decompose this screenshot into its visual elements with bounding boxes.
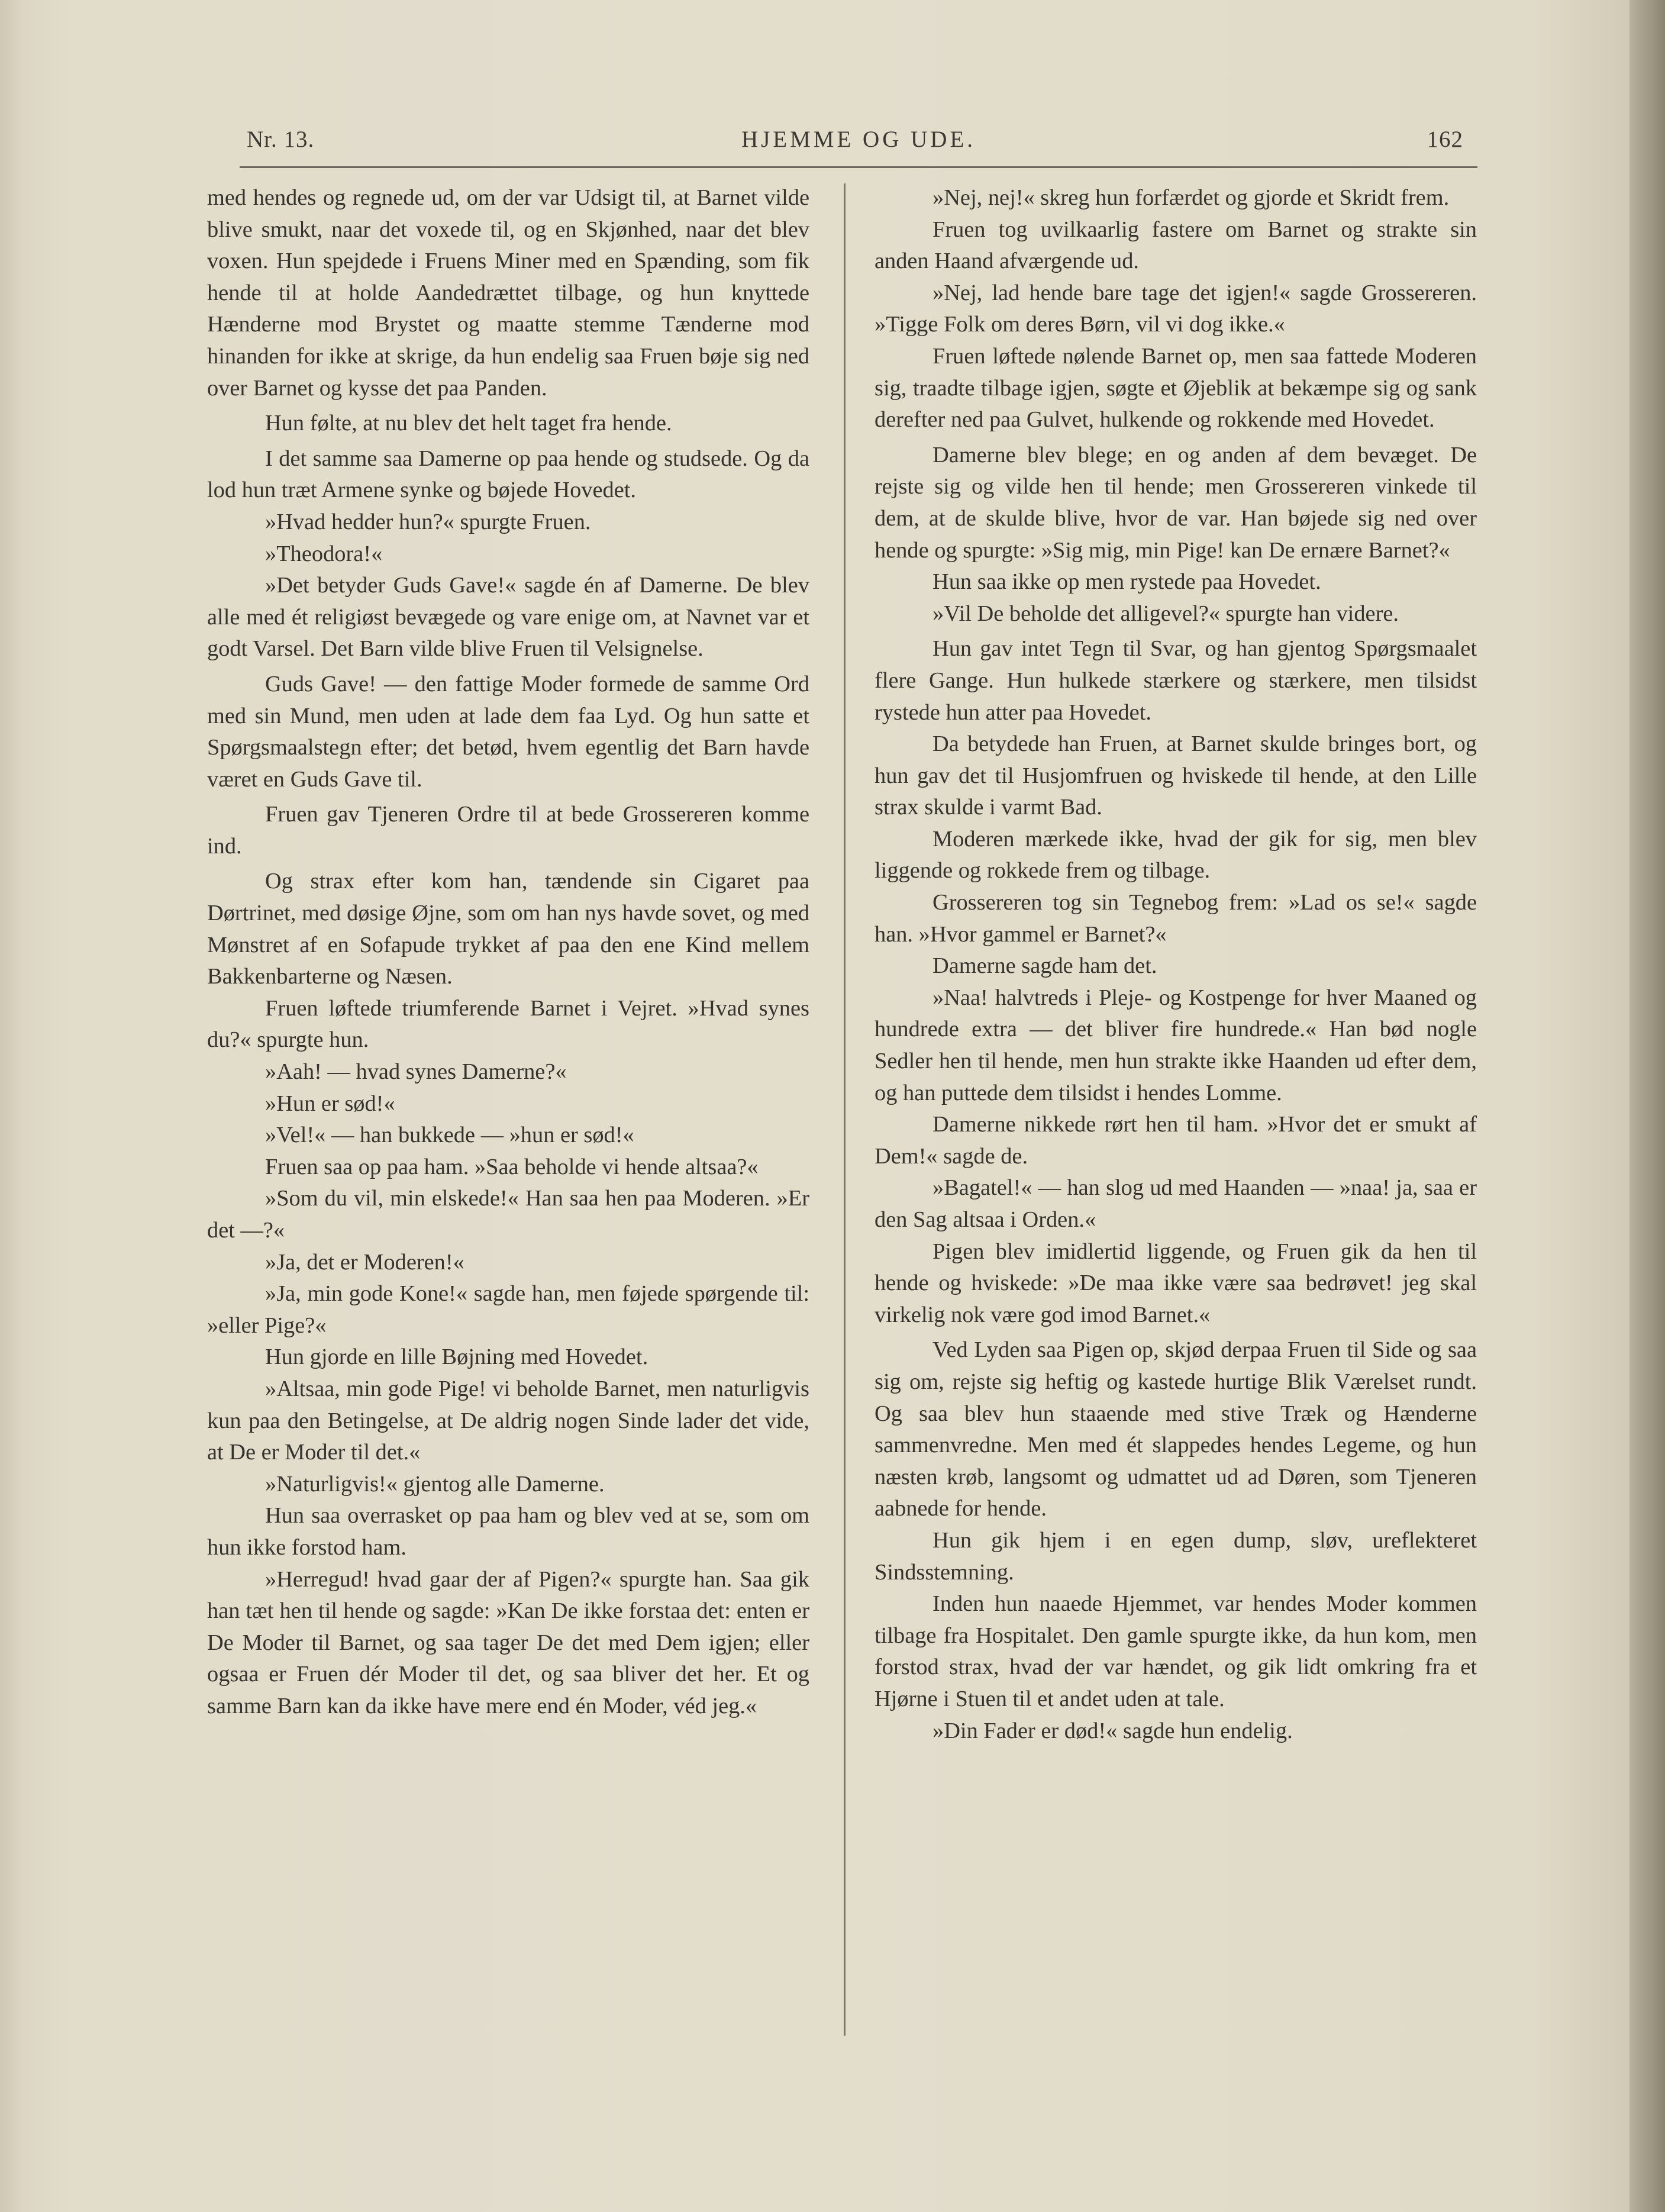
paragraph: Hun gjorde en lille Bøjning med Hovedet. [265, 1344, 648, 1370]
paragraph: »Nej, lad hende bare tage det igjen!« sagde Grossereren. »Tigge Folk om deres Børn, vil vi dog ikke.« [875, 280, 1477, 337]
paragraph: »Hvad hedder hun?« spurgte Fruen. [265, 509, 591, 534]
paragraph: Damerne nikkede rørt hen til ham. »Hvor det er smukt af Dem!« sagde de. [875, 1112, 1477, 1169]
paragraph: »Ja, det er Moderen!« [265, 1249, 464, 1275]
paragraph: Damerne sagde ham det. [932, 953, 1157, 979]
paragraph: Hun gik hjem i en egen dump, sløv, ureflekteret Sindsstemning. [875, 1527, 1477, 1585]
paragraph: »Din Fader er død!« sagde hun endelig. [932, 1718, 1293, 1743]
paragraph: »Hun er sød!« [265, 1091, 395, 1116]
paragraph: Inden hun naaede Hjemmet, var hendes Moder kommen tilbage fra Hospitalet. Den gamle spurgte ikke, da hun kom, men forstod strax, hvad der var hændet, og gik lidt omkring fra et Hjørne i Stuen til et andet uden at tale. [875, 1591, 1477, 1711]
paragraph: »Naturligvis!« gjentog alle Damerne. [265, 1471, 605, 1497]
paragraph: »Vel!« — han bukkede — »hun er sød!« [265, 1123, 634, 1148]
paragraph: Da betydede han Fruen, at Barnet skulde bringes bort, og hun gav det til Husjomfruen og hviskede til hende, at den Lille strax skulde i varmt Bad. [875, 731, 1477, 820]
paragraph: »Naa! halvtreds i Pleje- og Kostpenge for hver Maaned og hundrede extra — det bliver fire hundrede.« Han bød nogle Sedler hen til hende, men hun strakte ikke Haanden ud efter dem, og han puttede dem tilsidst i hendes Lomme. [875, 985, 1477, 1105]
paragraph: Pigen blev imidlertid liggende, og Fruen gik da hen til hende og hviskede: »De maa ikke være saa bedrøvet! jeg skal virkelig nok være god imod Barnet.« [875, 1239, 1477, 1327]
paragraph: »Herregud! hvad gaar der af Pigen?« spurgte han. Saa gik han tæt hen til hende og sagde: »Kan De ikke forstaa det: enten er De Moder til Barnet, og saa tager De det med Dem igjen; eller ogsaa er Fruen dér Moder til det, og saa bliver det her. Et og samme Barn kan da ikke have mere end én Moder, véd jeg.« [207, 1566, 809, 1718]
column-divider [844, 183, 846, 2036]
paragraph: »Bagatel!« — han slog ud med Haanden — »naa! ja, saa er den Sag altsaa i Orden.« [875, 1175, 1477, 1232]
publication-title: HJEMME OG UDE. [741, 127, 976, 152]
page-number: 162 [1427, 127, 1463, 152]
running-header [240, 126, 1477, 162]
paragraph: Grossereren tog sin Tegnebog frem: »Lad os se!« sagde han. »Hvor gammel er Barnet?« [875, 890, 1477, 947]
paragraph: Og strax efter kom han, tændende sin Cigaret paa Dørtrinet, med døsige Øjne, som om han nys havde sovet, og med Mønstret af en Sofapude trykket af paa den ene Kind mellem Bakkenbarterne og Næsen. [207, 869, 809, 989]
paragraph: Hun gav intet Tegn til Svar, og han gjentog Spørgsmaalet flere Gange. Hun hulkede stærkere og stærkere, men tilsidst rystede hun atter paa Hovedet. [875, 636, 1477, 725]
paragraph: Hun følte, at nu blev det helt taget fra hende. [265, 411, 672, 436]
paragraph: med hendes og regnede ud, om der var Udsigt til, at Barnet vilde blive smukt, naar det voxede til, og en Skjønhed, naar det blev voxen. Hun spejdede i Fruens Miner med en Spænding, som fik hende til at holde Aandedrættet tilbage, og hun knyttede Hænderne mod Brystet og maatte stemme Tænderne mod hinanden for ikke at skrige, da hun endelig saa Fruen bøje sig ned over Barnet og kysse det paa Panden. [207, 185, 809, 401]
paragraph: Ved Lyden saa Pigen op, skjød derpaa Fruen til Side og saa sig om, rejste sig heftig og kastede hurtige Blik Værelset rundt. Og saa blev hun staaende med stive Træk og Hænderne sammenvredne. Men med ét slappedes hendes Legeme, og hun næsten krøb, langsomt og udmattet ud ad Døren, som Tjeneren aabnede for hende. [875, 1337, 1477, 1521]
paragraph: »Det betyder Guds Gave!« sagde én af Damerne. De blev alle med ét religiøst bevægede og vare enige om, at Navnet var et godt Varsel. Det Barn vilde blive Fruen til Velsignelse. [207, 573, 809, 662]
paragraph: I det samme saa Damerne op paa hende og studsede. Og da lod hun træt Armene synke og bøjede Hovedet. [207, 446, 809, 503]
issue-number: Nr. 13. [247, 127, 315, 152]
paragraph: »Vil De beholde det alligevel?« spurgte han videre. [932, 601, 1399, 626]
paragraph: Fruen løftede triumferende Barnet i Vejret. »Hvad synes du?« spurgte hun. [207, 995, 809, 1053]
paragraph: Fruen tog uvilkaarlig fastere om Barnet og strakte sin anden Haand afværgende ud. [875, 217, 1477, 274]
paragraph: »Ja, min gode Kone!« sagde han, men føjede spørgende til: »eller Pige?« [207, 1281, 809, 1338]
paragraph: Fruen løftede nølende Barnet op, men saa fattede Moderen sig, traadte tilbage igjen, søgte et Øjeblik at bekæmpe sig og sank derefter ned paa Gulvet, hulkende og rokkende med Hovedet. [875, 343, 1477, 433]
paragraph: Damerne blev blege; en og anden af dem bevæget. De rejste sig og vilde hen til hende; men Grossereren vinkede til dem, at de skulde blive, hvor de var. Han bøjede sig ned over hende og spurgte: »Sig mig, min Pige! kan De ernære Barnet?« [875, 442, 1477, 563]
paragraph: Moderen mærkede ikke, hvad der gik for sig, men blev liggende og rokkede frem og tilbage. [875, 826, 1477, 883]
paragraph: Guds Gave! — den fattige Moder formede de samme Ord med sin Mund, men uden at lade dem faa Lyd. Og hun satte et Spørgsmaalstegn efter; det betød, hvem egentlig det Barn havde været en Guds Gave til. [207, 671, 809, 792]
paragraph: Fruen saa op paa ham. »Saa beholde vi hende altsaa?« [265, 1154, 759, 1179]
paragraph: »Nej, nej!« skreg hun forfærdet og gjorde et Skridt frem. [932, 185, 1450, 210]
book-binding-edge [1629, 0, 1665, 2212]
header-rule [240, 166, 1477, 168]
paragraph: Hun saa ikke op men rystede paa Hovedet. [932, 569, 1321, 595]
paragraph: »Theodora!« [265, 541, 383, 566]
left-column [207, 182, 809, 1723]
paragraph: Fruen gav Tjeneren Ordre til at bede Grossereren komme ind. [207, 802, 809, 859]
paragraph: »Som du vil, min elskede!« Han saa hen paa Moderen. »Er det —?« [207, 1186, 809, 1243]
paragraph: »Aah! — hvad synes Damerne?« [265, 1059, 567, 1085]
paragraph: Hun saa overrasket op paa ham og blev ved at se, som om hun ikke forstod ham. [207, 1503, 809, 1560]
right-column [875, 182, 1477, 1747]
paragraph: »Altsaa, min gode Pige! vi beholde Barnet, men naturligvis kun paa den Betingelse, at De aldrig nogen Sinde lader det vide, at De er Moder til det.« [207, 1376, 809, 1465]
